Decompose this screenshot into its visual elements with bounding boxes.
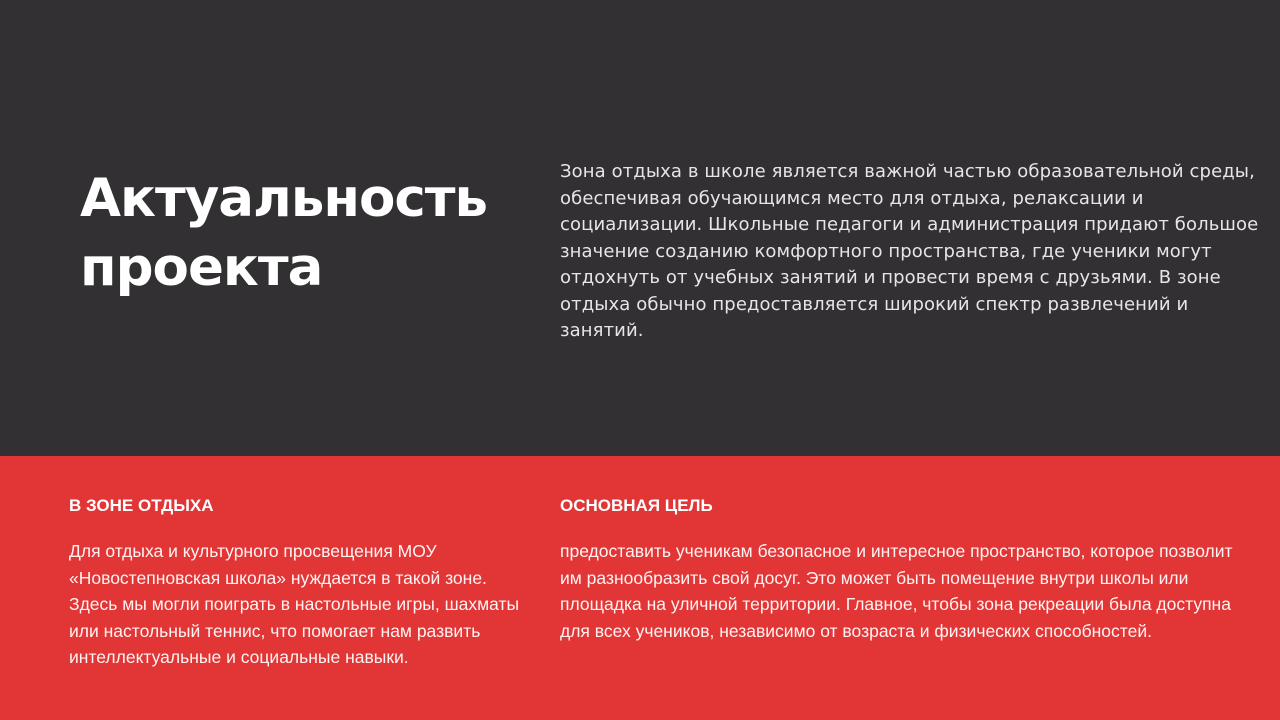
right-column-heading: ОСНОВНАЯ ЦЕЛЬ (560, 496, 713, 515)
right-column-text: предоставить ученикам безопасное и интересное пространство, которое позволит им разнообразить свой досуг. Это может быть помещение внутри школы или площадка на уличной территории. Главное, чтобы зона рекреации была доступна для всех учеников, независимо от возраста и физических способностей. (560, 541, 1233, 641)
left-column (69, 494, 539, 671)
intro-paragraph: Зона отдыха в школе является важной частью образовательной среды, обеспечивая обучающимся место для отдыха, релаксации и социализации. Школьные педагоги и администрация придают большое значение созданию комфортного пространства, где ученики могут отдохнуть от учебных занятий и провести время с друзьями. В зоне отдыха обычно предоставляется широкий спектр развлечений и занятий. (560, 161, 1259, 341)
page-title: Актуальность проекта (80, 168, 488, 298)
left-column-heading: В ЗОНЕ ОТДЫХА (69, 496, 214, 515)
left-column-text: Для отдыха и культурного просвещения МОУ «Новостепновская школа» нуждается в такой зоне. Здесь мы могли поиграть в настольные игры, шахматы или настольный теннис, что помогает нам развить интеллектуальные и социальные навыки. (69, 541, 520, 667)
right-column (560, 494, 1250, 644)
